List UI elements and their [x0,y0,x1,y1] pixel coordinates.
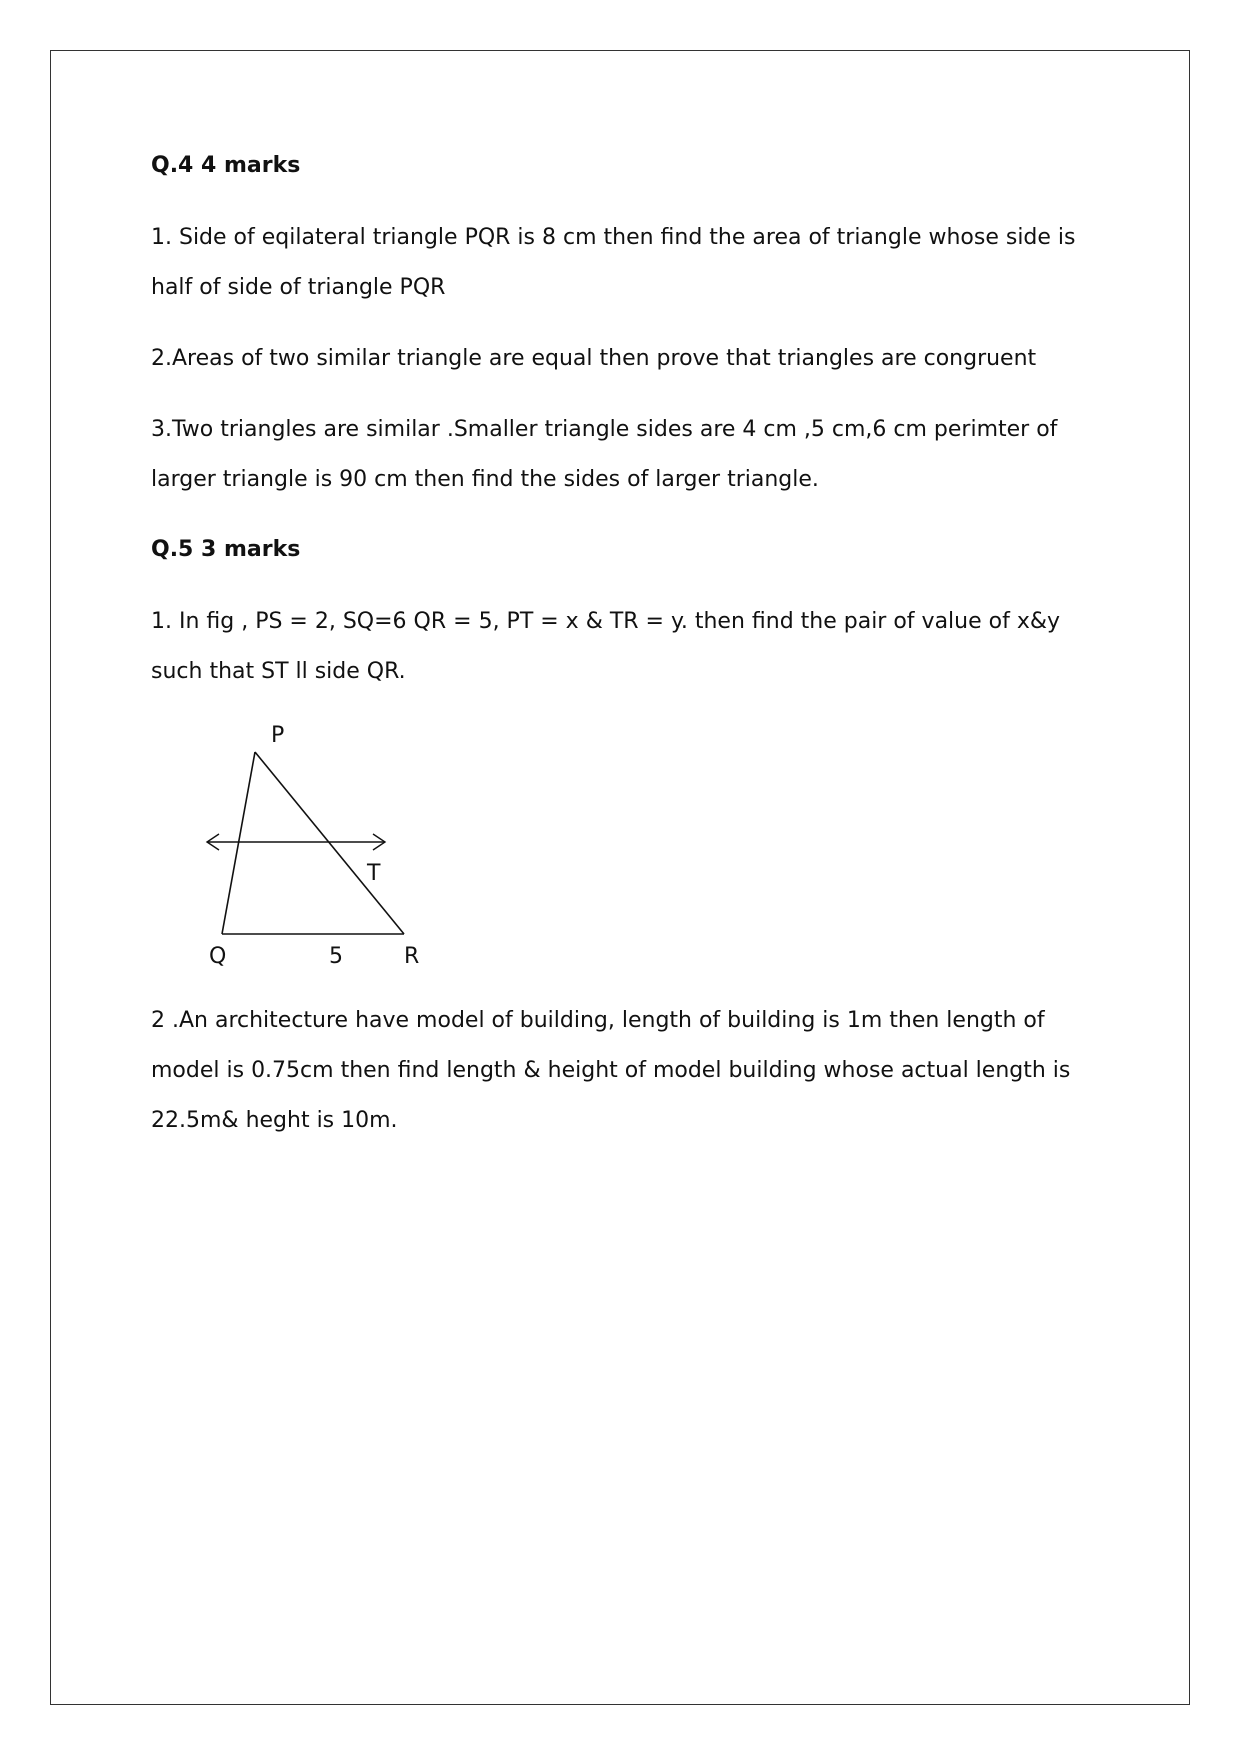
label-r: R [404,944,420,969]
label-q: Q [209,944,227,969]
q4-heading: Q.4 4 marks [151,153,301,178]
label-qr-length: 5 [329,944,343,969]
q5-item-2: 2 .An architecture have model of building, length of building is 1m then length of model is 0.75cm then find length & height of model building whose actual length is 22.5m& heght is 10m. [151,1008,1071,1133]
side-pr [255,752,404,934]
side-pq [222,752,255,934]
q5-heading: Q.5 3 marks [151,537,301,562]
triangle-figure [195,725,435,975]
label-p: P [271,725,285,748]
label-t: T [367,861,381,886]
q4-item-2: 2.Areas of two similar triangle are equal then prove that triangles are congruent [151,346,1037,371]
triangle-diagram [195,725,435,975]
q5-item-1: 1. In fig , PS = 2, SQ=6 QR = 5, PT = x & TR = y. then find the pair of value of x&y such that ST ll side QR. [151,609,1061,684]
q4-item-1: 1. Side of eqilateral triangle PQR is 8 cm then find the area of triangle whose side is half of side of triangle PQR [151,225,1076,300]
q4-item-3: 3.Two triangles are similar .Smaller triangle sides are 4 cm ,5 cm,6 cm perimter of larger triangle is 90 cm then find the sides of larger triangle. [151,417,1058,492]
